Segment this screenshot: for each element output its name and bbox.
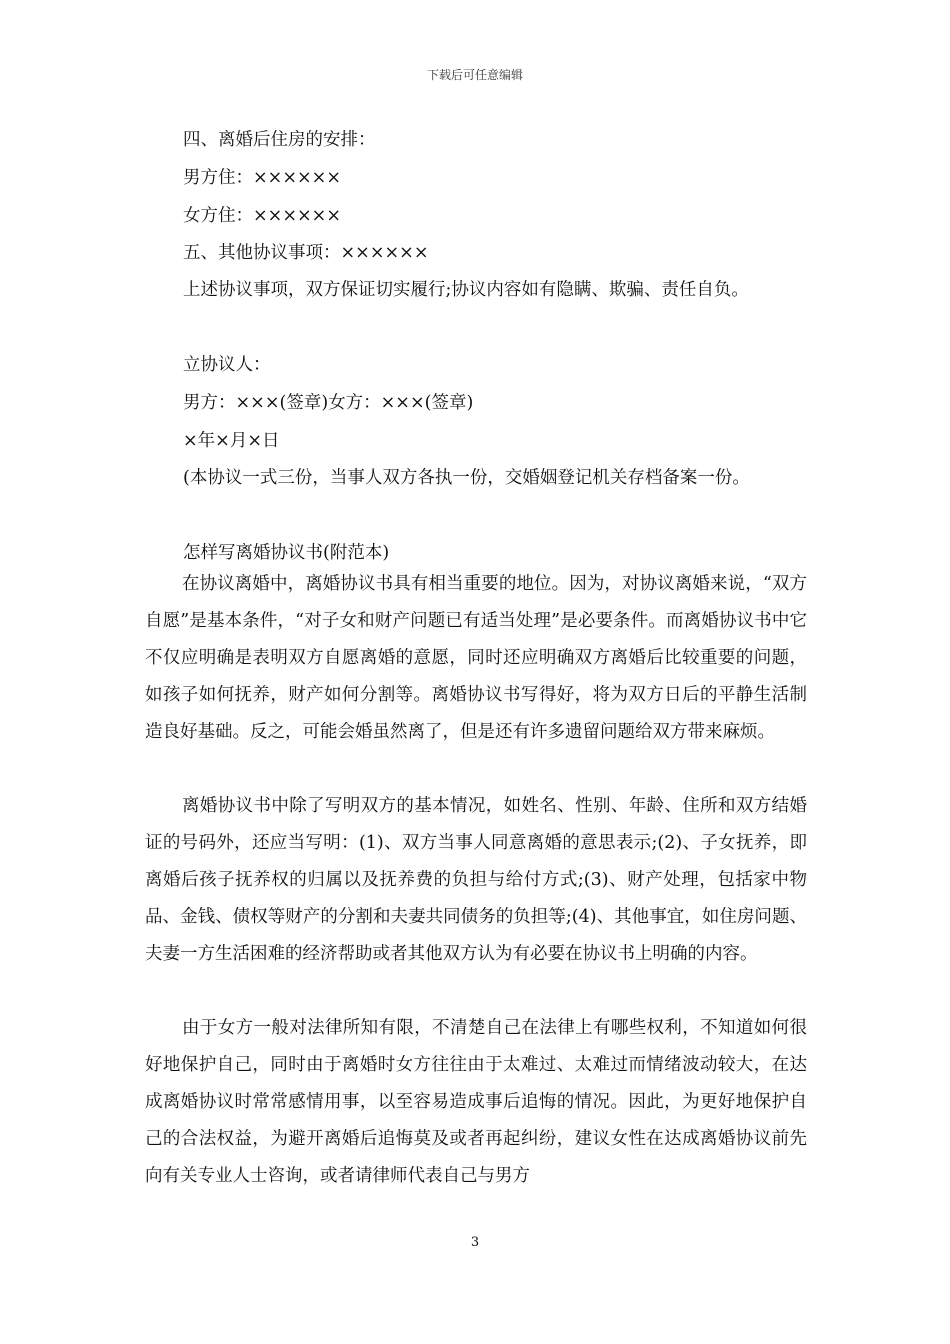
male-residence: 男方住：×××××× — [183, 168, 341, 188]
article-paragraph: 离婚协议书中除了写明双方的基本情况，如姓名、性别、年龄、住所和双方结婚证的号码外，还应当写明：(1)、双方当事人同意离婚的意思表示;(2)、子女抚养，即离婚后孩子抚养权的归属以及抚养费的负担与给付方式;(3)、财产处理，包括家中物品、金钱、债权等财产的分割和夫妻共同债务的负担等;(4)、其他事宜，如住房问题、夫妻一方生活困难的经济帮助或者其他双方认为有必要在协议书上明确的内容。 — [145, 796, 807, 964]
article-paragraph: 由于女方一般对法律所知有限，不清楚自己在法律上有哪些权利，不知道如何很好地保护自己，同时由于离婚时女方往往由于太难过、太难过而情绪波动较大，在达成离婚协议时常常感情用事，以至容易造成事后追悔的情况。因此，为更好地保护自己的合法权益，为避开离婚后追悔莫及或者再起纠纷，建议女性在达成离婚协议前先向有关专业人士咨询，或者请律师代表自己与男方 — [145, 1018, 807, 1186]
guarantee-clause: 上述协议事项，双方保证切实履行;协议内容如有隐瞒、欺骗、责任自负。 — [183, 280, 749, 300]
copies-note: (本协议一式三份，当事人双方各执一份，交婚姻登记机关存档备案一份。 — [183, 468, 750, 488]
signatories-label: 立协议人： — [183, 355, 271, 375]
section-4-title: 四、离婚后住房的安排： — [183, 130, 376, 150]
agreement-date: ×年×月×日 — [183, 431, 280, 451]
section-5: 五、其他协议事项：×××××× — [183, 243, 429, 263]
page-number: 3 — [470, 1235, 480, 1250]
signatures: 男方：×××(签章)女方：×××(签章) — [183, 393, 474, 413]
female-residence: 女方住：×××××× — [183, 206, 341, 226]
article-paragraph: 在协议离婚中，离婚协议书具有相当重要的地位。因为，对协议离婚来说，“双方自愿”是基本条件，“对子女和财产问题已有适当处理”是必要条件。而离婚协议书中它不仅应明确是表明双方自愿离婚的意愿，同时还应明确双方离婚后比较重要的问题，如孩子如何抚养，财产如何分割等。离婚协议书写得好，将为双方日后的平静生活制造良好基础。反之，可能会婚虽然离了，但是还有许多遗留问题给双方带来麻烦。 — [145, 574, 807, 742]
article-title: 怎样写离婚协议书(附范本) — [183, 543, 390, 563]
page-header: 下载后可任意编辑 — [426, 68, 523, 82]
